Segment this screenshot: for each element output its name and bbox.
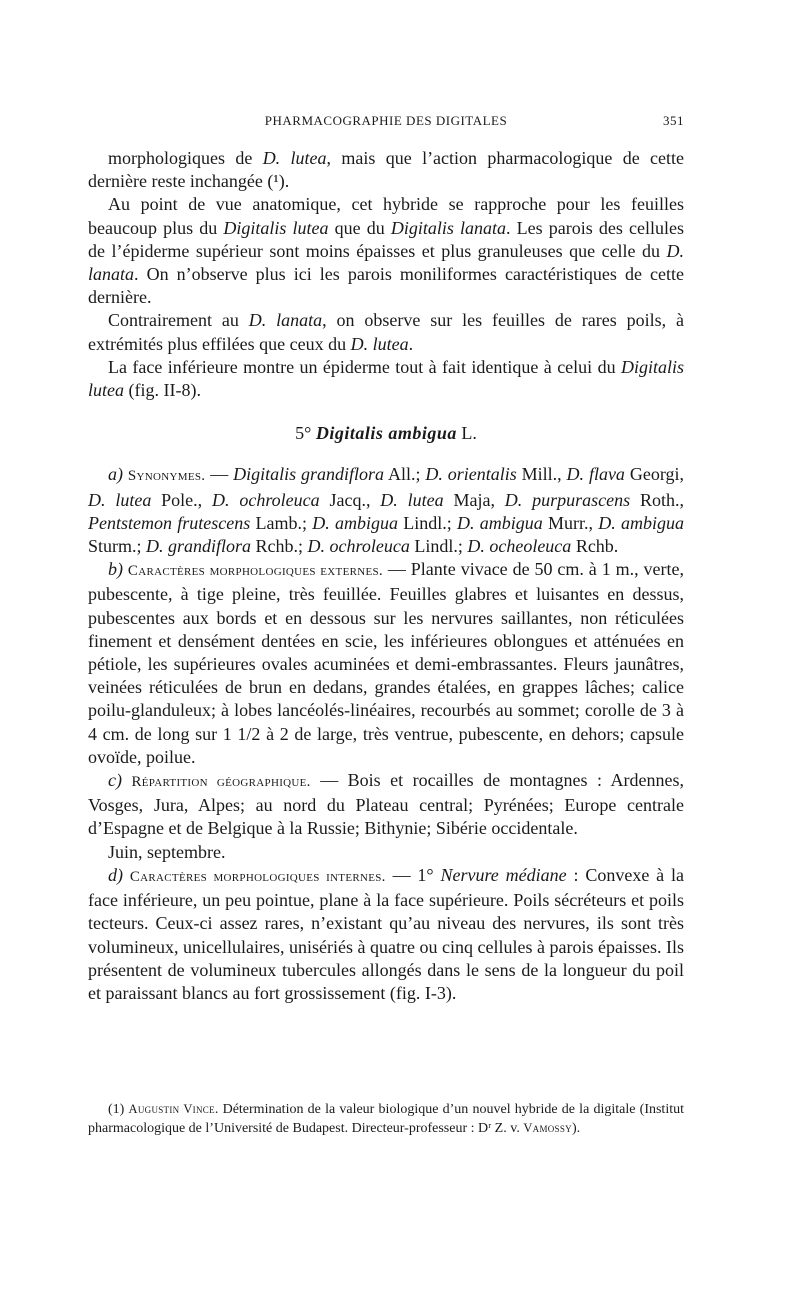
paragraph-flowering: Juin, septembre. <box>108 841 226 862</box>
paragraph-anatomy: Au point de vue anatomique, cet hybride se rapproche pour les feuilles beaucoup plus du Digitalis lutea que du Digitalis lanata. Les parois des cellules de l’épiderme supérieur sont moins épaisses et plus granuleuses que celle du D. lanata. On n’observe plus ici les parois moniliformes caractéristiques de cette dernière. <box>88 194 685 308</box>
section-heading: 5° Digitalis ambigua L. <box>295 423 477 444</box>
paragraph-distribution: c) Répartition géographique. — Bois et rocailles de montagnes : Ardennes, Vosges, Jura, Alpes; au nord du Plateau central; Pyrénées; Europe centrale d’Espagne et de Belgique à la Russie; Bithynie; Sibérie occidentale. <box>88 770 684 839</box>
running-header <box>88 113 684 133</box>
footnote-1: (1) Augustin Vince. Détermination de la valeur biologique d’un nouvel hybride de la digitale (Institut pharmacologique de l’Université de Budapest. Directeur-professeur : Dʳ Z. v. Vamossy). <box>88 1102 684 1136</box>
running-title: PHARMACOGRAPHIE DES DIGITALES <box>264 113 508 128</box>
species-name: Digitalis ambigua <box>315 423 457 444</box>
paragraph-synonyms: a) Synonymes. — Digitalis grandiflora All.; D. orientalis Mill., D. flava Georgi, D. lutea Pole., D. ochroleuca Jacq., D. lutea Maja, D. purpurascens Roth., Pentstemon frutescens Lamb.; D. ambigua Lindl.; D. ambigua Murr., D. ambigua Sturm.; D. grandiflora Rchb.; D. ochroleuca Lindl.; D. ocheoleuca Rchb. <box>88 464 685 557</box>
paragraph-hairs: Contrairement au D. lanata, on observe sur les feuilles de rares poils, à extrémités plus effilées que ceux du D. lutea. <box>88 310 684 354</box>
paragraph-lower-face: La face inférieure montre un épiderme tout à fait identique à celui du Digitalis lutea (fig. II-8). <box>88 356 684 401</box>
footnotes <box>88 1100 684 1138</box>
paragraph-internal-characters: d) Caractères morphologiques internes. — 1° Nervure médiane : Convexe à la face inférieure, un peu pointue, plane à la face supérieure. Poils sécréteurs et poils tecteurs. Ceux-ci assez rares, n’existant qu’au niveau des nervures, ils sont très volumineux, unicellulaires, unisériés à quatre ou cinq cellules à parois épaisses. Ils présentent de volumineux tubercules allongés dans le sens de la longueur du poil et paraissant blancs au fort grossissement (fig. I-3). <box>88 864 685 1003</box>
body-text <box>88 147 684 1005</box>
paragraph-continuation: morphologiques de D. lutea, mais que l’action pharmacologique de cette dernière reste inchangée (¹). <box>88 148 684 192</box>
page-number: 351 <box>663 113 684 128</box>
paragraph-external-characters: b) Caractères morphologiques externes. — Plante vivace de 50 cm. à 1 m., verte, pubescente, à tige pleine, très feuillée. Feuilles glabres et luisantes en dessus, pubescentes aux bords et en dessous sur les nervures saillantes, non réticulées finement et densément dentées en scie, les inférieures oblongues et atténuées en pétiole, les supérieures ovales acuminées et demi-embrassantes. Fleurs jaunâtres, veinées réticulées de brun en dedans, grandes étalées, en grappes lâches; calice poilu-glanduleux; à lobes lancéolés-linéaires, recourbés au sommet; corolle de 3 à 4 cm. de long sur 1 1/2 à 2 de large, très ventrue, pubescente, en dehors; capsule ovoïde, poilue. <box>88 559 685 767</box>
